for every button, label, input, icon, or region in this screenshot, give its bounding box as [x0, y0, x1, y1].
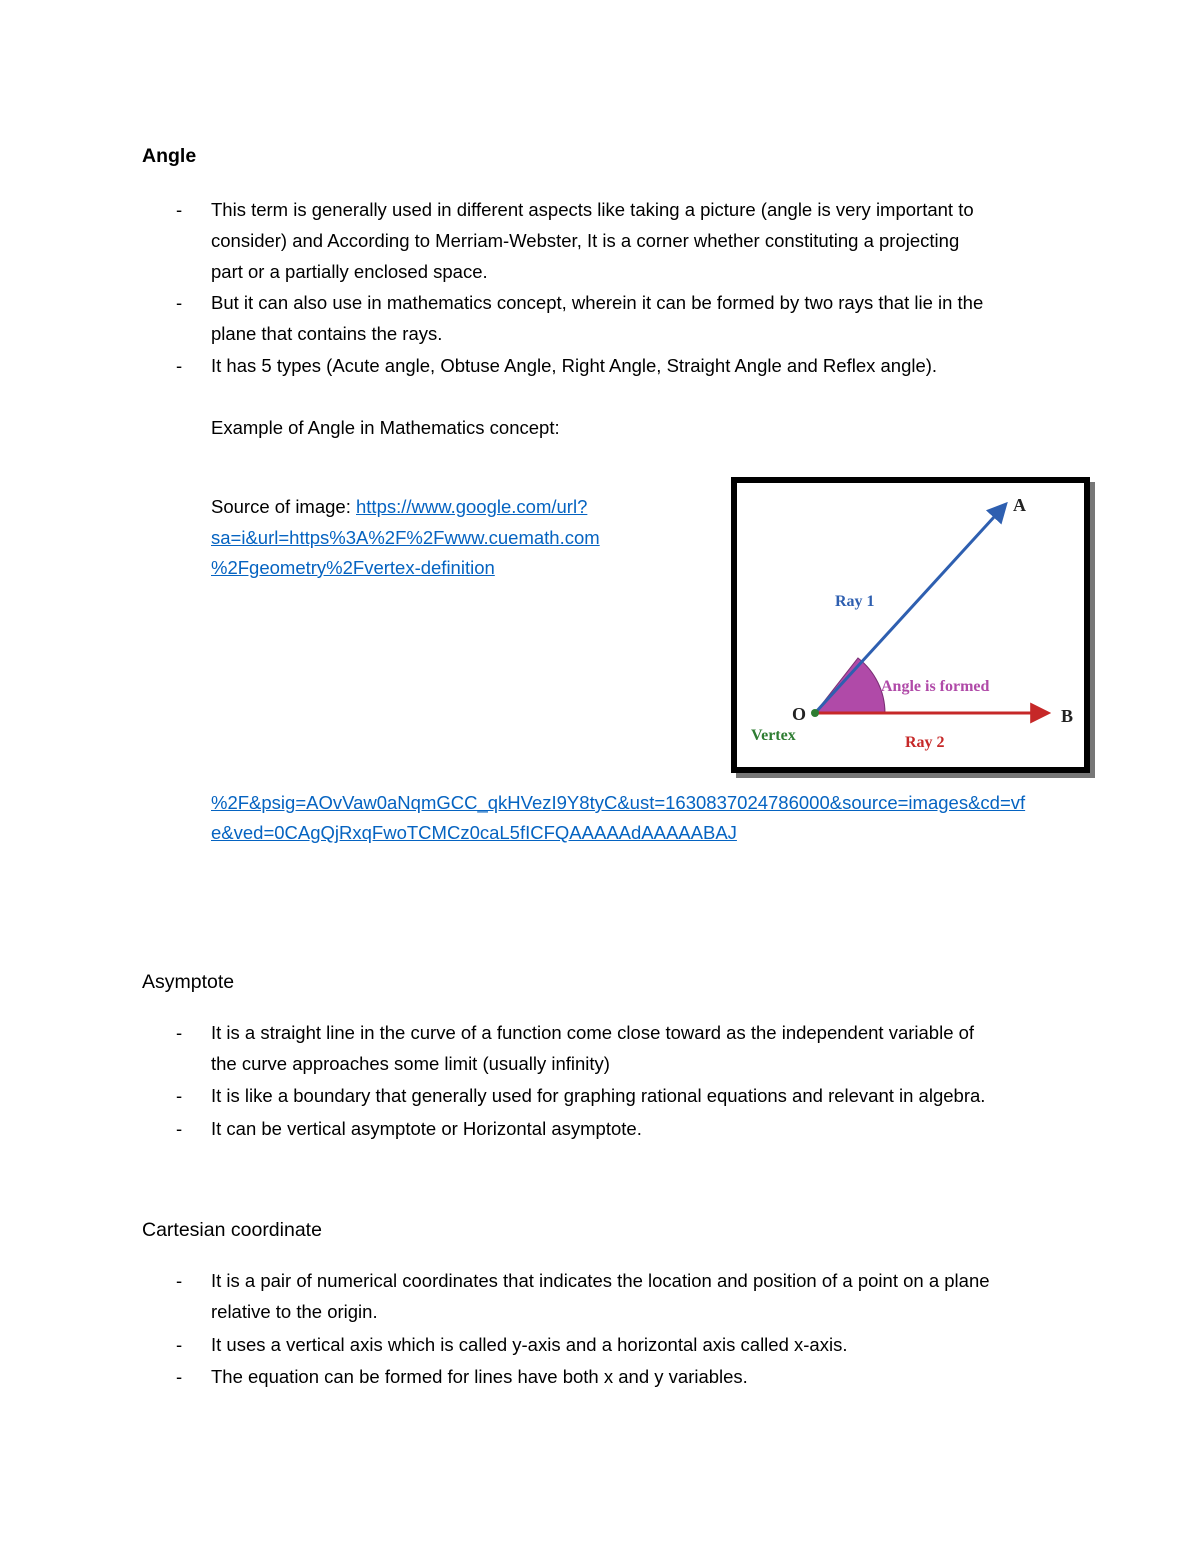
bullet-marker: - — [176, 1022, 183, 1043]
bullet-line: But it can also use in mathematics concept, wherein it can be formed by two rays that lie in the — [211, 292, 984, 313]
bullet-line: consider) and According to Merriam-Webster, It is a corner whether constituting a projecting — [211, 230, 960, 251]
source-link[interactable]: https://www.google.com/url? — [356, 496, 588, 517]
source-label: Source of image: — [211, 496, 356, 517]
vertex-point — [811, 709, 819, 717]
bullet-line: It can be vertical asymptote or Horizontal asymptote. — [211, 1118, 642, 1139]
bullet-marker: - — [176, 355, 183, 376]
section-heading-angle: Angle — [142, 145, 197, 167]
angle-diagram — [731, 477, 1090, 773]
bullet-line: It uses a vertical axis which is called y-axis and a horizontal axis called x-axis. — [211, 1334, 848, 1355]
angle-sector — [815, 658, 885, 713]
bullet-line: It is a pair of numerical coordinates that indicates the location and position of a point on a plane — [211, 1270, 990, 1291]
bullet-line: the curve approaches some limit (usually infinity) — [211, 1053, 610, 1074]
bullet-marker: - — [176, 1118, 183, 1139]
bullet-line: It is a straight line in the curve of a function come close toward as the independent variable of — [211, 1022, 975, 1043]
bullet-line: The equation can be formed for lines have both x and y variables. — [211, 1366, 748, 1387]
label-a: A — [1013, 495, 1026, 515]
bullet-marker: - — [176, 1366, 183, 1387]
cartesian-bullet-2 — [211, 1329, 1071, 1360]
asymptote-bullet-3 — [211, 1113, 1071, 1144]
bullet-marker: - — [176, 199, 183, 220]
bullet-marker: - — [176, 1270, 183, 1291]
source-line-3 — [211, 552, 495, 583]
source-line-1 — [211, 491, 587, 522]
bullet-line: plane that contains the rays. — [211, 323, 443, 344]
source-link[interactable]: %2F&psig=AOvVaw0aNqmGCC_qkHVezI9Y8tyC&ust=1630837024786000&source=images&cd=vf — [211, 792, 1026, 813]
bullet-line: It is like a boundary that generally used for graphing rational equations and relevant in algebra. — [211, 1085, 986, 1106]
source-link[interactable]: %2Fgeometry%2Fvertex-definition — [211, 557, 495, 578]
asymptote-bullet-1 — [211, 1017, 1071, 1079]
example-label: Example of Angle in Mathematics concept: — [211, 417, 560, 438]
section-heading-asymptote: Asymptote — [142, 971, 235, 993]
section-heading-cartesian: Cartesian coordinate — [142, 1219, 322, 1241]
angle-diagram-svg — [737, 483, 1084, 767]
label-ray-2: Ray 2 — [905, 734, 945, 751]
source-line-5 — [211, 817, 737, 848]
bullet-line: part or a partially enclosed space. — [211, 261, 488, 282]
label-b: B — [1061, 706, 1074, 726]
asymptote-bullet-2 — [211, 1080, 1071, 1111]
bullet-line: It has 5 types (Acute angle, Obtuse Angle, Right Angle, Straight Angle and Reflex angle). — [211, 355, 938, 376]
source-link[interactable]: e&ved=0CAgQjRxqFwoTCMCz0caL5fICFQAAAAAdAAAAABAJ — [211, 822, 737, 843]
bullet-marker: - — [176, 1085, 183, 1106]
bullet-line: This term is generally used in different aspects like taking a picture (angle is very important to — [211, 199, 974, 220]
bullet-marker: - — [176, 292, 183, 313]
bullet-line: relative to the origin. — [211, 1301, 378, 1322]
source-line-2 — [211, 522, 600, 553]
label-ray-1: Ray 1 — [835, 593, 875, 610]
source-link[interactable]: sa=i&url=https%3A%2F%2Fwww.cuemath.com — [211, 527, 600, 548]
angle-bullet-3 — [211, 350, 1071, 381]
cartesian-bullet-3 — [211, 1361, 1071, 1392]
label-o: O — [792, 704, 807, 724]
angle-bullet-1 — [211, 194, 1071, 287]
bullet-marker: - — [176, 1334, 183, 1355]
angle-bullet-2 — [211, 287, 1071, 349]
label-angle-formed: Angle is formed — [881, 678, 990, 695]
label-vertex: Vertex — [751, 727, 796, 744]
cartesian-bullet-1 — [211, 1265, 1071, 1327]
source-line-4 — [211, 787, 1025, 818]
